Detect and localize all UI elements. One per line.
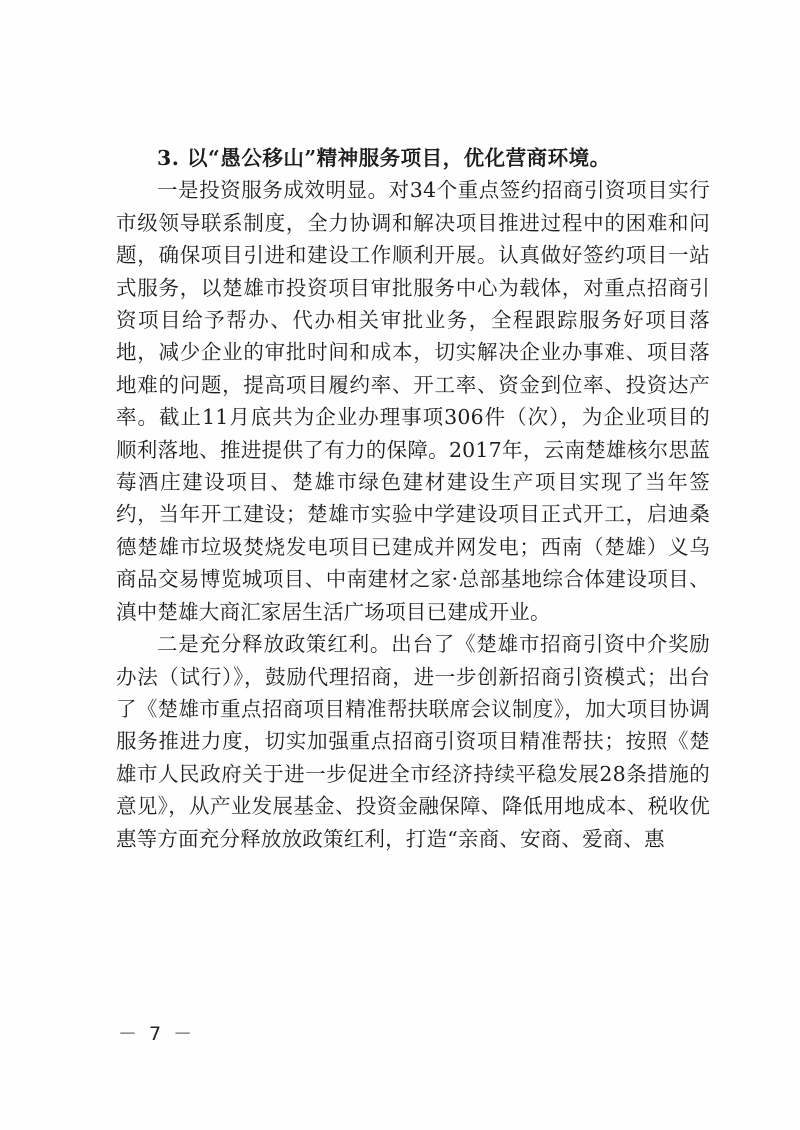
paragraph-investment-service: 一是投资服务成效明显。对34个重点签约招商引资项目实行市级领导联系制度，全力协调和解决项目推进过程中的困难和问题，确保项目引进和建设工作顺利开展。认真做好签约项目一站式服务，以楚雄市投资项目审批服务中心为载体，对重点招商引资项目给予帮办、代办相关审批业务，全程跟踪服务好项目落地，减少企业的审批时间和成本，切实解决企业办事难、项目落地难的问题，提高项目履约率、开工率、资金到位率、投资达产率。截止11月底共为企业办理事项306件（次），为企业项目的顺利落地、推进提供了有力的保障。2017年，云南楚雄核尔思蓝莓酒庄建设项目、楚雄市绿色建材建设生产项目实现了当年签约，当年开工建设；楚雄市实验中学建设项目正式开工，启迪桑德楚雄市垃圾焚烧发电项目已建成并网发电；西南（楚雄）义乌商品交易博览城项目、中南建材之家·总部基地综合体建设项目、滇中楚雄大商汇家居生活广场项目已建成开业。 — [116, 178, 710, 624]
document-body — [116, 142, 710, 855]
paragraph-policy-dividend: 二是充分释放政策红利。出台了《楚雄市招商引资中介奖励办法（试行）》，鼓励代理招商，进一步创新招商引资模式；出台了《楚雄市重点招商项目精准帮扶联席会议制度》，加大项目协调服务推进力度，切实加强重点招商引资项目精准帮扶；按照《楚雄市人民政府关于进一步促进全市经济持续平稳发展28条措施的意见》，从产业发展基金、投资金融保障、降低用地成本、税收优惠等方面充分释放放政策红利，打造“亲商、安商、爱商、惠 — [116, 632, 710, 851]
page-number: － 7 － — [118, 1023, 196, 1045]
section-heading: 3. 以“愚公移山”精神服务项目，优化营商环境。 — [157, 146, 611, 170]
